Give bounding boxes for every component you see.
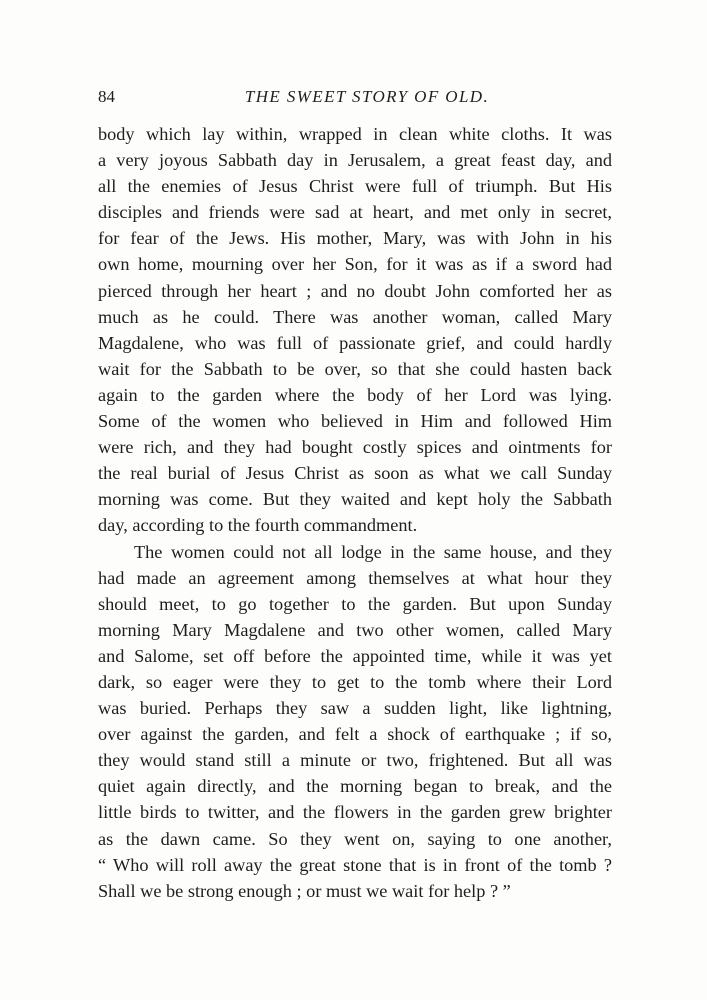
paragraph — [98, 539, 612, 904]
text-line: “ Who will roll away the great stone that is in front of the tomb ? — [98, 854, 612, 875]
text-line: for fear of the Jews. His mother, Mary, was with John in his — [98, 228, 612, 249]
text-line: pierced through her heart ; and no doubt John comforted her as — [98, 280, 612, 301]
text-line: morning Mary Magdalene and two other women, called Mary — [98, 619, 612, 640]
text-line: Magdalene, who was full of passionate grief, and could hardly — [98, 332, 612, 353]
text-line: again to the garden where the body of her Lord was lying. — [98, 384, 612, 405]
text-line: dark, so eager were they to get to the tomb where their Lord — [98, 671, 612, 692]
text-line: had made an agreement among themselves at what hour they — [98, 567, 612, 588]
text-line: body which lay within, wrapped in clean white cloths. It was — [98, 124, 612, 144]
page-number: 84 — [98, 87, 115, 106]
body-text — [98, 121, 612, 904]
text-line: much as he could. There was another woman, called Mary — [98, 306, 612, 327]
text-line: quiet again directly, and the morning began to break, and the — [98, 776, 612, 797]
text-line: all the enemies of Jesus Christ were full of triumph. But His — [98, 176, 612, 197]
text-line: was buried. Perhaps they saw a sudden light, like lightning, — [98, 698, 612, 719]
text-line: Some of the women who believed in Him and followed Him — [98, 411, 612, 432]
running-head — [98, 86, 612, 108]
text-line: disciples and friends were sad at heart, and met only in secret, — [98, 202, 612, 223]
text-line: as the dawn came. So they went on, saying to one another, — [98, 828, 612, 849]
text-line: a very joyous Sabbath day in Jerusalem, a great feast day, and — [98, 150, 612, 171]
text-line: the real burial of Jesus Christ as soon as what we call Sunday — [98, 463, 612, 484]
text-line: they would stand still a minute or two, frightened. But all was — [98, 750, 612, 771]
text-line: over against the garden, and felt a shock of earthquake ; if so, — [98, 724, 612, 745]
text-line: were rich, and they had bought costly spices and ointments for — [98, 437, 612, 458]
running-title: THE SWEET STORY OF OLD. — [244, 87, 490, 106]
text-line: morning was come. But they waited and kept holy the Sabbath — [98, 489, 612, 510]
text-line: The women could not all lodge in the same house, and they — [134, 541, 612, 562]
text-line: wait for the Sabbath to be over, so that she could hasten back — [98, 358, 612, 379]
text-line: day, according to the fourth commandment. — [98, 515, 418, 536]
text-line: Shall we be strong enough ; or must we wait for help ? ” — [98, 880, 511, 901]
text-line: and Salome, set off before the appointed time, while it was yet — [98, 645, 612, 666]
text-line: own home, mourning over her Son, for it was as if a sword had — [98, 254, 612, 275]
paragraph — [98, 121, 612, 539]
text-line: little birds to twitter, and the flowers in the garden grew brighter — [98, 802, 612, 823]
text-line: should meet, to go together to the garden. But upon Sunday — [98, 593, 612, 614]
